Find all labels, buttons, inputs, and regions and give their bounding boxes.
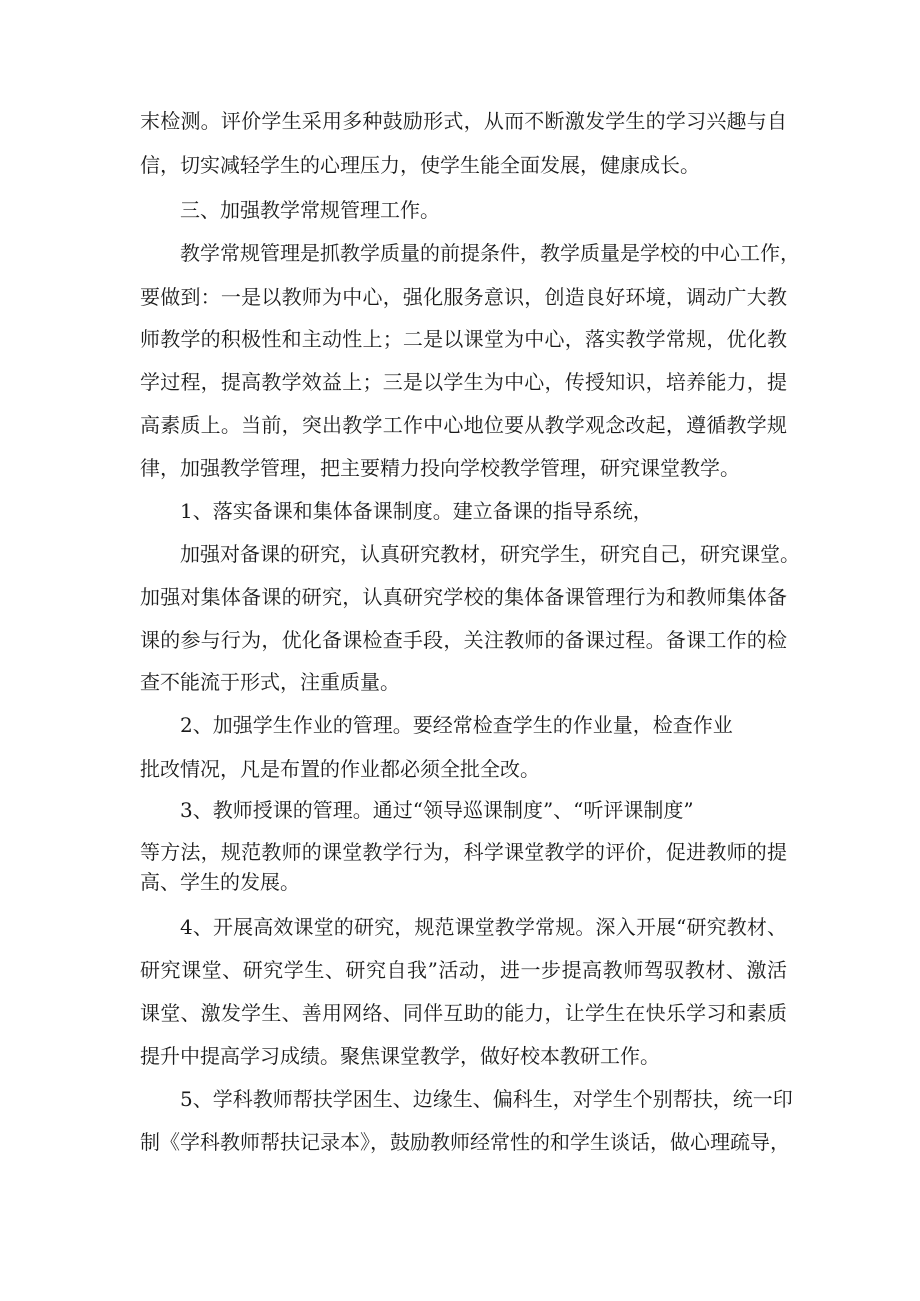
text-line: 律，加强教学管理，把主要精力投向学校教学管理，研究课堂教学。 <box>140 456 740 480</box>
text-line: 课的参与行为，优化备课检查手段，关注教师的备课过程。备课工作的检 <box>140 628 787 652</box>
text-line: 高、学生的发展。 <box>140 870 300 894</box>
text-line: 师教学的积极性和主动性上；二是以课堂为中心，落实教学常规，优化教 <box>140 327 787 351</box>
text-line: 要做到：一是以教师为中心，强化服务意识，创造良好环境，调动广大教 <box>140 285 787 309</box>
text-line: 教学常规管理是抓教学质量的前提条件，教学质量是学校的中心工作， <box>180 241 800 265</box>
list-item-heading: 1、落实备课和集体备课制度。建立备课的指导系统， <box>180 499 653 523</box>
list-item-heading: 3、教师授课的管理。通过“领导巡课制度”、“听评课制度” <box>180 798 694 822</box>
text-line: 末检测。评价学生采用多种鼓励形式，从而不断激发学生的学习兴趣与自 <box>140 109 787 133</box>
list-item-heading: 4、开展高效课堂的研究，规范课堂教学常规。深入开展“研究教材、 <box>180 915 787 939</box>
list-item-heading: 5、学科教师帮扶学困生、边缘生、偏科生，对学生个别帮扶，统一印 <box>180 1087 793 1111</box>
text-line: 批改情况，凡是布置的作业都必须全批全改。 <box>140 757 540 781</box>
section-heading: 三、加强教学常规管理工作。 <box>180 198 440 222</box>
text-line: 研究课堂、研究学生、研究自我”活动，进一步提高教师驾驭教材、激活 <box>140 958 787 982</box>
text-line: 制《学科教师帮扶记录本》，鼓励教师经常性的和学生谈话，做心理疏导， <box>140 1130 790 1154</box>
list-item-heading: 2、加强学生作业的管理。要经常检查学生的作业量，检查作业 <box>180 713 733 737</box>
text-line: 加强对备课的研究，认真研究教材，研究学生，研究自己，研究课堂。 <box>180 542 800 566</box>
text-line: 学过程，提高教学效益上；三是以学生为中心，传授知识，培养能力，提 <box>140 370 787 394</box>
text-line: 高素质上。当前，突出教学工作中心地位要从教学观念改起，遵循教学规 <box>140 413 787 437</box>
text-line: 信，切实减轻学生的心理压力，使学生能全面发展，健康成长。 <box>140 153 700 177</box>
text-line: 课堂、激发学生、善用网络、同伴互助的能力，让学生在快乐学习和素质 <box>140 1001 787 1025</box>
text-line: 等方法，规范教师的课堂教学行为，科学课堂教学的评价，促进教师的提 <box>140 840 787 864</box>
text-line: 加强对集体备课的研究，认真研究学校的集体备课管理行为和教师集体备 <box>140 585 787 609</box>
text-line: 提升中提高学习成绩。聚焦课堂教学，做好校本教研工作。 <box>140 1044 660 1068</box>
text-line: 查不能流于形式，注重质量。 <box>140 670 400 694</box>
